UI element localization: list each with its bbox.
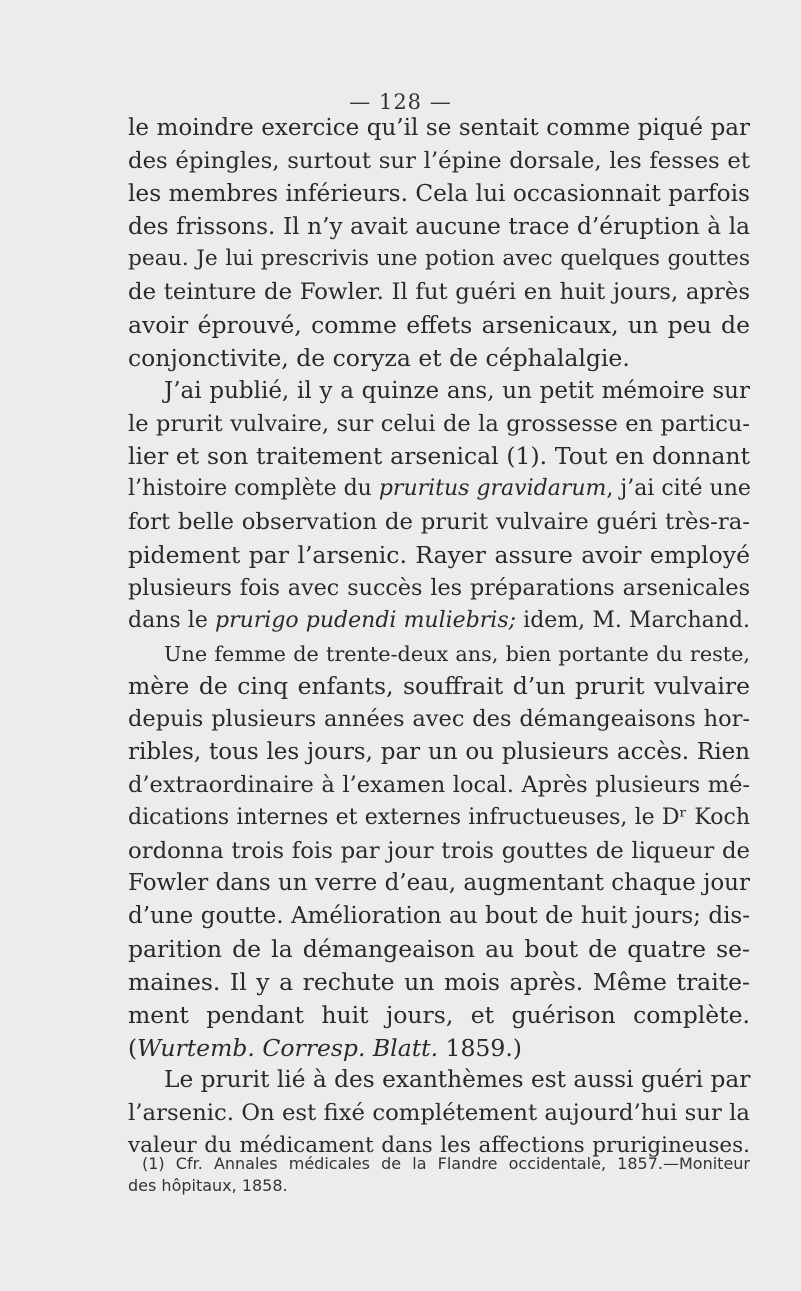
text-line: Le prurit lié à des exanthèmes est aussi guéri par — [164, 1066, 751, 1094]
text-line: Une femme de trente-deux ans, bien portante du reste, — [164, 641, 750, 666]
text-line: ordonna trois fois par jour trois gouttes de liqueur de — [128, 837, 750, 864]
text-line: ment pendant huit jours, et guérison complète. — [128, 1000, 750, 1029]
text-line: fort belle observation de prurit vulvaire guéri très-ra- — [128, 509, 750, 536]
text-line: d’une goutte. Amélioration au bout de huit jours; dis- — [128, 903, 750, 930]
footnote-line: (1) Cfr. Annales médicales de la Flandre occidentale, 1857.—Moniteur — [142, 1154, 750, 1173]
text-line: J’ai publié, il y a quinze ans, un petit mémoire sur — [164, 377, 750, 404]
italic-segment: Wurtemb. Corresp. Blatt. — [137, 1033, 439, 1062]
text-line — [128, 473, 750, 506]
text-segment: idem, M. Marchand. — [516, 607, 750, 633]
italic-segment: prurigo pudendi muliebris; — [215, 607, 517, 633]
text-segment: 1859.) — [438, 1033, 522, 1062]
text-line: d’extraordinaire à l’examen local. Après plusieurs mé- — [128, 771, 750, 798]
text-segment: , j’ai cité une — [606, 476, 751, 502]
text-line: dications internes et externes infructueuses, le Dʳ Koch — [128, 804, 750, 830]
text-line: conjonctivite, de coryza et de céphalalgie. — [128, 343, 630, 372]
text-line: de teinture de Fowler. Il fut guéri en huit jours, après — [128, 279, 750, 306]
text-segment: dans le — [128, 607, 215, 633]
italic-segment: pruritus gravidarum — [378, 476, 607, 502]
text-line: Fowler dans un verre d’eau, augmentant chaque jour — [128, 870, 750, 897]
text-line: ribles, tous les jours, par un ou plusieurs accès. Rien — [128, 739, 750, 766]
text-line: pidement par l’arsenic. Rayer assure avoir employé — [128, 540, 750, 569]
text-line: maines. Il y a rechute un mois après. Même traite- — [128, 967, 750, 996]
text-line: depuis plusieurs années avec des démangeaisons hor- — [128, 706, 750, 733]
text-segment: l’histoire complète du — [128, 476, 379, 502]
footnote-line: des hôpitaux, 1858. — [128, 1176, 288, 1195]
text-line — [128, 1032, 750, 1065]
text-line: peau. Je lui prescrivis une potion avec quelques gouttes — [128, 246, 750, 272]
text-line: l’arsenic. On est fixé complétement aujourd’hui sur la — [128, 1100, 750, 1127]
text-line: parition de la démangeaison au bout de quatre se- — [128, 935, 750, 964]
text-line: le prurit vulvaire, sur celui de la grossesse en particu- — [128, 410, 750, 437]
text-segment: ( — [128, 1033, 138, 1062]
text-line: les membres inférieurs. Cela lui occasionnait parfois — [128, 179, 750, 207]
footnote — [128, 1153, 750, 1197]
page-number: — 128 — — [349, 90, 452, 114]
text-line: lier et son traitement arsenical (1). Tout en donnant — [128, 442, 750, 471]
text-line: des frissons. Il n’y avait aucune trace d’éruption à la — [128, 212, 750, 240]
text-line: avoir éprouvé, comme effets arsenicaux, un peu de — [128, 311, 750, 340]
text-line: mère de cinq enfants, souffrait d’un prurit vulvaire — [128, 672, 750, 701]
body-text — [128, 112, 750, 1163]
text-line — [128, 605, 750, 638]
text-line: valeur du médicament dans les affections prurigineuses. — [128, 1133, 750, 1159]
text-line: des épingles, surtout sur l’épine dorsale, les fesses et — [128, 147, 750, 174]
text-line: le moindre exercice qu’il se sentait comme piqué par — [128, 115, 750, 141]
text-line: plusieurs fois avec succès les préparations arsenicales — [128, 574, 750, 601]
